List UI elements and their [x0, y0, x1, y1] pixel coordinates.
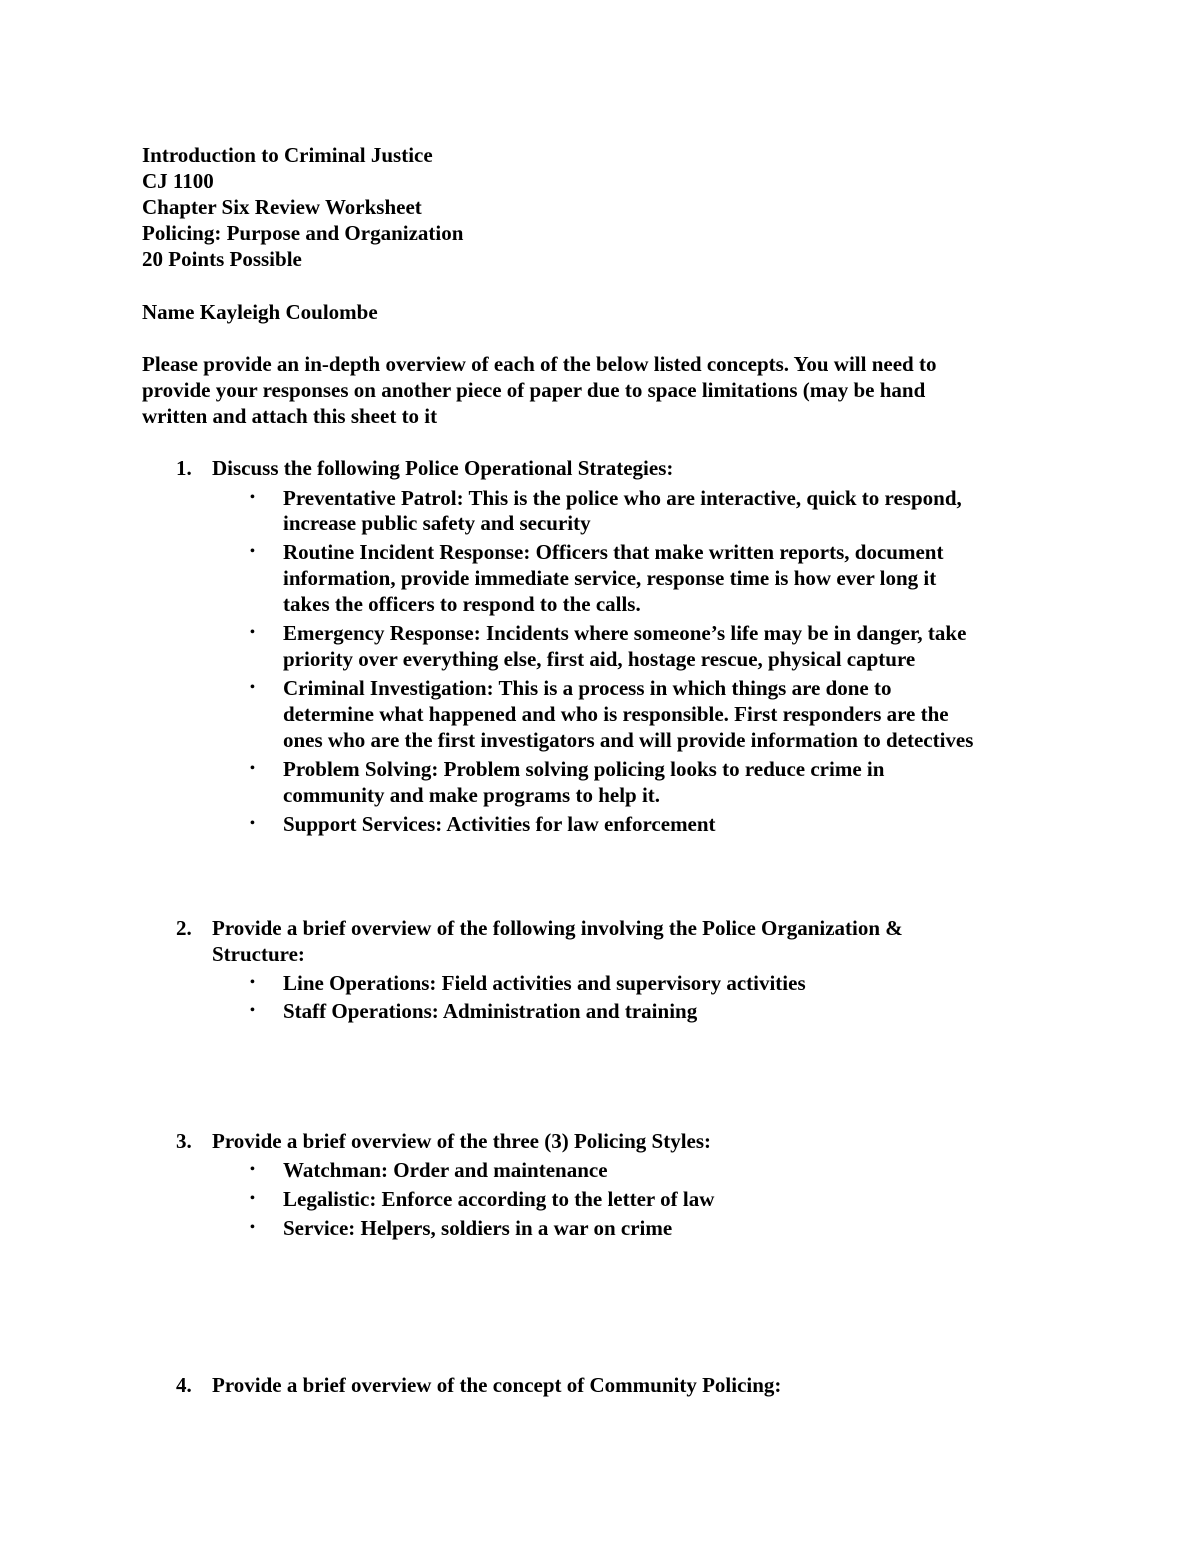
- question-number: 4.: [176, 1373, 192, 1397]
- bullet-dot: •: [250, 544, 255, 559]
- bullet-dot: •: [250, 975, 255, 990]
- bullet-dot: •: [250, 1220, 255, 1235]
- bullet-dot: •: [250, 1162, 255, 1177]
- question-text: Discuss the following Police Operational Strategies:: [212, 456, 674, 480]
- question-text: Provide a brief overview of the concept of Community Policing:: [212, 1373, 782, 1397]
- instructions-line: written and attach this sheet to it: [142, 404, 438, 428]
- student-name: Name Kayleigh Coulombe: [142, 300, 378, 324]
- instructions-line: provide your responses on another piece of paper due to space limitations (may be hand: [142, 378, 926, 402]
- question-text: Structure:: [212, 942, 305, 966]
- bullet-text: priority over everything else, first aid, hostage rescue, physical capture: [283, 647, 916, 671]
- question-text: Provide a brief overview of the three (3) Policing Styles:: [212, 1129, 712, 1153]
- course-title: Introduction to Criminal Justice: [142, 143, 433, 167]
- bullet-text: ones who are the first investigators and will provide information to detectives: [283, 728, 974, 752]
- chapter-topic: Policing: Purpose and Organization: [142, 221, 464, 245]
- bullet-text: Service: Helpers, soldiers in a war on crime: [283, 1216, 673, 1240]
- bullet-dot: •: [250, 625, 255, 640]
- question-text: Provide a brief overview of the following involving the Police Organization &: [212, 916, 903, 940]
- worksheet-title: Chapter Six Review Worksheet: [142, 195, 422, 219]
- bullet-dot: •: [250, 761, 255, 776]
- bullet-text: information, provide immediate service, response time is how ever long it: [283, 566, 937, 590]
- course-code: CJ 1100: [142, 169, 214, 193]
- bullet-text: Watchman: Order and maintenance: [283, 1158, 608, 1182]
- bullet-text: community and make programs to help it.: [283, 783, 661, 807]
- bullet-text: increase public safety and security: [283, 511, 591, 535]
- bullet-text: Emergency Response: Incidents where someone’s life may be in danger, take: [283, 621, 967, 645]
- points-possible: 20 Points Possible: [142, 247, 302, 271]
- question-number: 2.: [176, 916, 192, 940]
- bullet-text: takes the officers to respond to the calls.: [283, 592, 641, 616]
- bullet-text: Problem Solving: Problem solving policing looks to reduce crime in: [283, 757, 885, 781]
- bullet-text: Criminal Investigation: This is a process in which things are done to: [283, 676, 892, 700]
- bullet-text: Routine Incident Response: Officers that make written reports, document: [283, 540, 944, 564]
- bullet-dot: •: [250, 1191, 255, 1206]
- bullet-dot: •: [250, 1003, 255, 1018]
- question-number: 3.: [176, 1129, 192, 1153]
- question-number: 1.: [176, 456, 192, 480]
- bullet-text: Support Services: Activities for law enforcement: [283, 812, 716, 836]
- bullet-dot: •: [250, 680, 255, 695]
- bullet-dot: •: [250, 490, 255, 505]
- bullet-text: Line Operations: Field activities and supervisory activities: [283, 971, 806, 995]
- bullet-text: determine what happened and who is responsible. First responders are the: [283, 702, 949, 726]
- bullet-dot: •: [250, 816, 255, 831]
- bullet-text: Staff Operations: Administration and training: [283, 999, 698, 1023]
- instructions-line: Please provide an in-depth overview of each of the below listed concepts. You will need to: [142, 352, 937, 376]
- bullet-text: Legalistic: Enforce according to the letter of law: [283, 1187, 715, 1211]
- bullet-text: Preventative Patrol: This is the police who are interactive, quick to respond,: [283, 486, 962, 510]
